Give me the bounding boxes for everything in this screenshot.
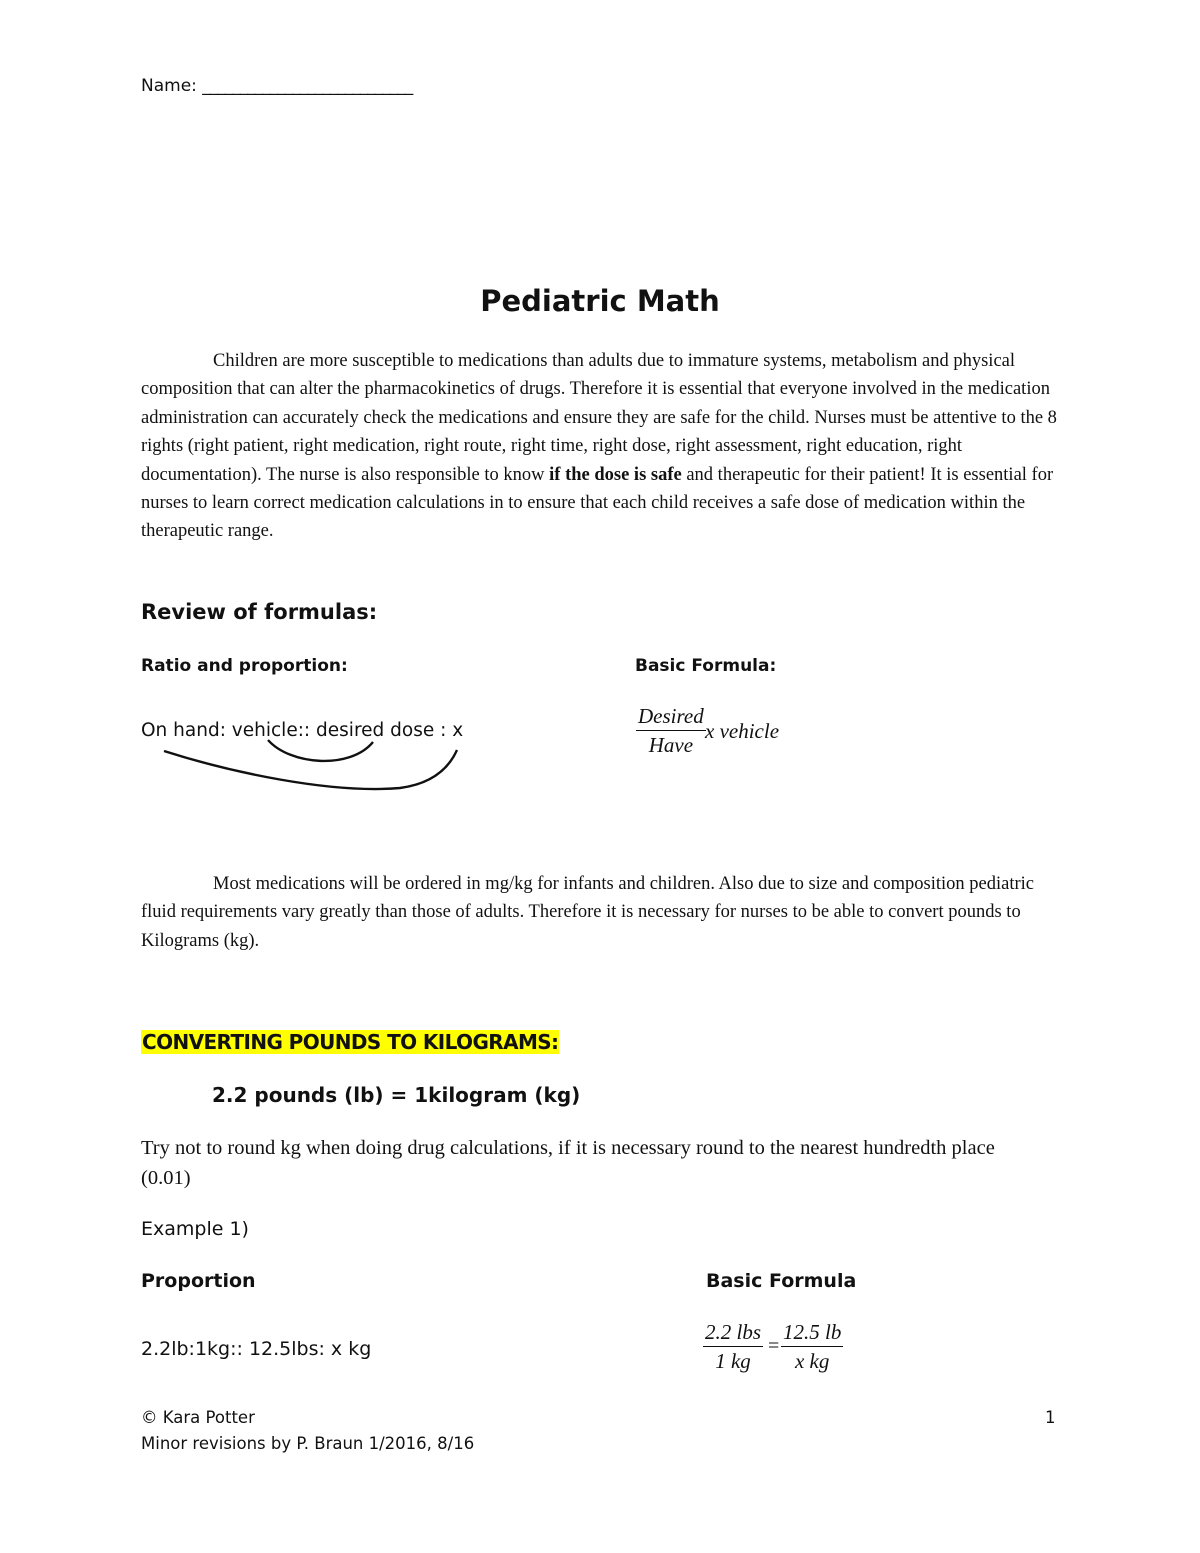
basic-numerator: Desired <box>636 704 706 731</box>
example-label: Example 1) <box>141 1218 249 1240</box>
review-heading: Review of formulas: <box>141 600 378 624</box>
example-left-fraction <box>703 1320 763 1374</box>
intro-text-start: Children are more susceptible to medications than adults due to immature systems, metabolism and physical composition that can alter the pharmacokinetics of drugs. Therefore it is essential that everyone involved in the medication administration can accurately check the medications and ensure they are safe for the child. Nurses must be attentive to the 8 rights (right patient, right medication, right route, right time, right dose, right assessment, right education, right documentation). The nurse is also responsible to know <box>141 351 1057 485</box>
name-blank: ____________________________ <box>202 76 413 96</box>
name-label: Name: <box>141 76 197 96</box>
right-numerator: 12.5 lb <box>781 1320 843 1347</box>
ratio-heading: Ratio and proportion: <box>141 656 348 676</box>
footer-copyright: © Kara Potter <box>141 1408 255 1427</box>
inner-arc <box>268 740 373 761</box>
intro-bold-text: if the dose is safe <box>549 464 682 485</box>
left-denominator: 1 kg <box>715 1349 751 1373</box>
basic-denominator: Have <box>648 733 694 757</box>
conversion-intro-text: Most medications will be ordered in mg/kg for infants and children. Also due to size and composition pediatric fluid requirements vary greatly than those of adults. Therefore it is necessary for nurses to be able to convert pounds to Kilograms (kg). <box>141 874 1035 951</box>
example-right-fraction <box>781 1320 843 1374</box>
intro-text-end: and therapeutic for their patient! It is essential for nurses to learn correct medication calculations in to ensure that each child receives a safe dose of medication within the therapeutic range. <box>141 464 1054 542</box>
name-line <box>141 76 412 96</box>
ratio-expression: On hand: vehicle:: desired dose : x <box>141 720 464 741</box>
page-title: Pediatric Math <box>480 284 720 318</box>
outer-arc <box>164 750 457 789</box>
intro-paragraph <box>141 347 1061 546</box>
example-proportion: 2.2lb:1kg:: 12.5lbs: x kg <box>141 1338 372 1360</box>
converting-heading: CONVERTING POUNDS TO KILOGRAMS: <box>142 1030 559 1054</box>
basic-heading: Basic Formula: <box>635 656 777 676</box>
left-numerator: 2.2 lbs <box>703 1320 763 1347</box>
page-number: 1 <box>1045 1408 1056 1427</box>
proportion-heading: Proportion <box>141 1270 256 1292</box>
basic-formula-fraction <box>636 704 706 758</box>
basic-multiplier: x vehicle <box>705 719 780 743</box>
footer-revisions: Minor revisions by P. Braun 1/2016, 8/16 <box>141 1434 475 1453</box>
conversion-intro-paragraph <box>141 870 1061 955</box>
rounding-note: Try not to round kg when doing drug calculations, if it is necessary round to the nearest hundredth place (0.01) <box>141 1137 995 1189</box>
conversion-rule: 2.2 pounds (lb) = 1kilogram (kg) <box>212 1083 581 1107</box>
basic-formula-heading: Basic Formula <box>706 1270 857 1292</box>
right-denominator: x kg <box>794 1349 830 1373</box>
equals-sign: = <box>768 1335 780 1357</box>
